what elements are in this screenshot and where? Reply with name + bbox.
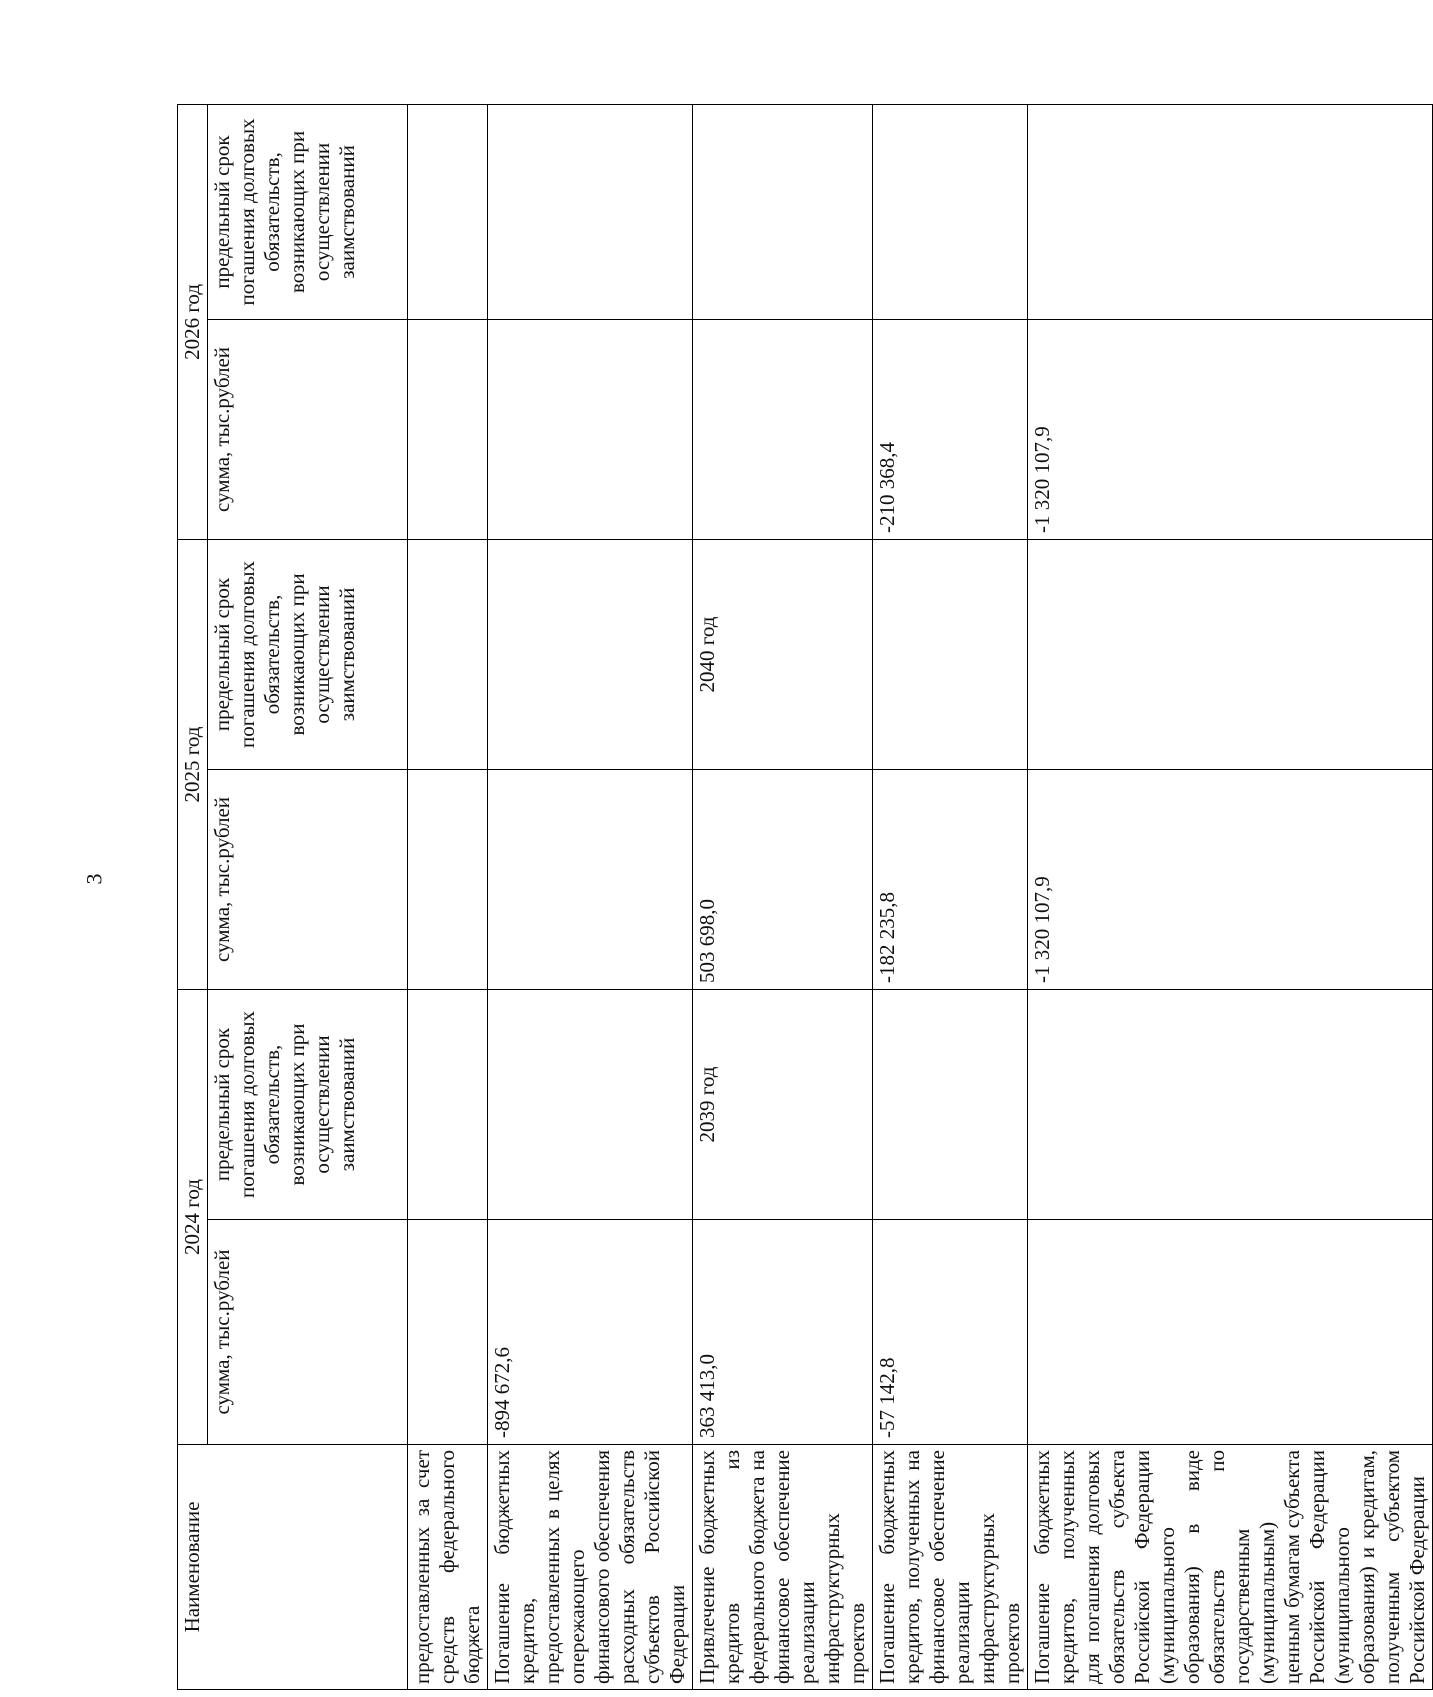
cell-term-2026: [873, 104, 1028, 319]
cell-sum-2026: -1 320 107,9: [1028, 319, 1433, 539]
cell-term-2026: [488, 104, 693, 319]
cell-sum-2026: [693, 319, 873, 539]
cell-term-2025: [488, 539, 693, 769]
cell-term-2024: 2039 год: [693, 989, 873, 1219]
page-number: 3: [81, 873, 107, 885]
table-row: [488, 104, 693, 1689]
cell-sum-2026: -210 368,4: [873, 319, 1028, 539]
borrowing-table: [177, 104, 1433, 1690]
cell-term-2026: [408, 104, 488, 319]
cell-term-2026: [693, 104, 873, 319]
row-name: Погашение бюджетных кредитов, предоставленных в целях опережающего финансового обеспечения расходных обязательств субъектов Российской Федерации: [488, 1445, 693, 1690]
header-sum: сумма, тыс.рублей: [208, 1220, 408, 1445]
cell-sum-2025: [488, 769, 693, 989]
header-year-2024: 2024 год: [178, 989, 208, 1444]
table-row: [408, 104, 488, 1689]
cell-term-2025: 2040 год: [693, 539, 873, 769]
cell-sum-2024: -57 142,8: [873, 1220, 1028, 1445]
cell-term-2025: [1028, 539, 1433, 769]
cell-term-2025: [408, 539, 488, 769]
table-row: [1028, 104, 1433, 1689]
header-term: предельный срок погашения долговых обязательств, возникающих при осуществлении заимствований: [208, 539, 408, 769]
table-row: [873, 104, 1028, 1689]
row-name: Погашение бюджетных кредитов, полученных на финансовое обеспечение реализации инфраструктурных проектов: [873, 1445, 1028, 1690]
cell-sum-2025: 503 698,0: [693, 769, 873, 989]
cell-sum-2024: -894 672,6: [488, 1220, 693, 1445]
row-name: Привлечение бюджетных кредитов из федерального бюджета на финансовое обеспечение реализации инфраструктурных проектов: [693, 1445, 873, 1690]
cell-term-2024: [873, 989, 1028, 1219]
cell-term-2026: [1028, 104, 1433, 319]
cell-sum-2025: [408, 769, 488, 989]
header-name: Наименование: [178, 1445, 408, 1690]
cell-sum-2026: [488, 319, 693, 539]
cell-sum-2024: [408, 1220, 488, 1445]
header-year-2026: 2026 год: [178, 104, 208, 539]
row-name: Погашение бюджетных кредитов, полученных для погашения долговых обязательств субъекта Российской Федерации (муниципального образования) в виде обязательств по государственным (муниципальным) ценным бумагам субъекта Российской Федерации (муниципального образования) и кредитам, полученным субъектом Российской Федерации: [1028, 1445, 1433, 1690]
header-term: предельный срок погашения долговых обязательств, возникающих при осуществлении заимствований: [208, 104, 408, 319]
cell-term-2024: [1028, 989, 1433, 1219]
cell-term-2024: [488, 989, 693, 1219]
cell-sum-2025: -1 320 107,9: [1028, 769, 1433, 989]
cell-term-2024: [408, 989, 488, 1219]
cell-sum-2025: -182 235,8: [873, 769, 1028, 989]
header-sum: сумма, тыс.рублей: [208, 769, 408, 989]
cell-term-2025: [873, 539, 1028, 769]
rotated-table-wrapper: [177, 105, 1429, 1690]
header-sum: сумма, тыс.рублей: [208, 319, 408, 539]
header-year-2025: 2025 год: [178, 539, 208, 989]
cell-sum-2024: 363 413,0: [693, 1220, 873, 1445]
cell-sum-2024: [1028, 1220, 1433, 1445]
cell-sum-2026: [408, 319, 488, 539]
row-name: предоставленных за счет средств федерального бюджета: [408, 1445, 488, 1690]
header-term: предельный срок погашения долговых обязательств, возникающих при осуществлении заимствований: [208, 989, 408, 1219]
table-row: [693, 104, 873, 1689]
